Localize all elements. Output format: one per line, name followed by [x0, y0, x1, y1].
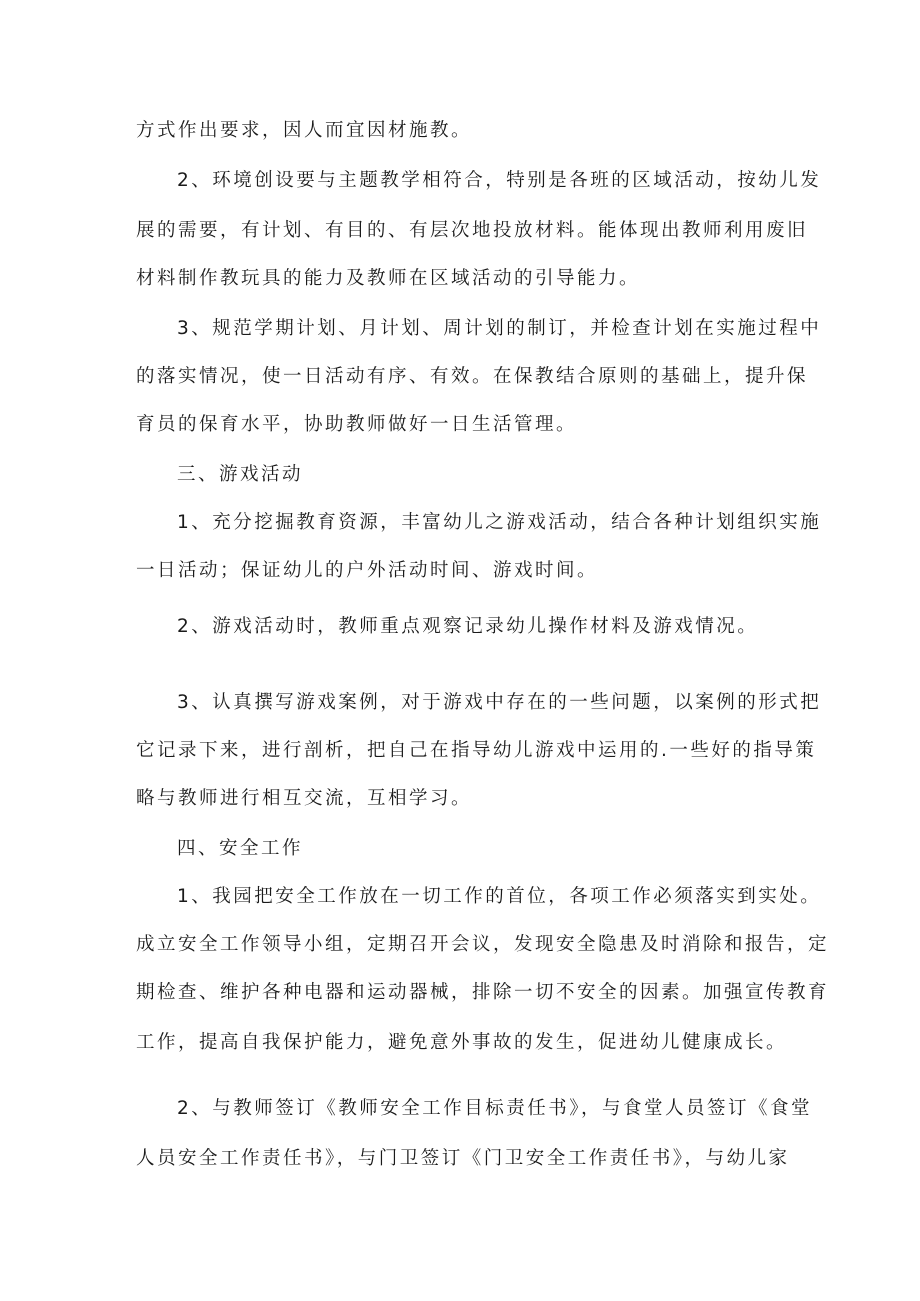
text-line: 工作，提高自我保护能力，避免意外事故的发生，促进幼儿健康成长。 — [136, 1032, 788, 1053]
text-line: 人员安全工作责任书》，与门卫签订《门卫安全工作责任书》，与幼儿家 — [136, 1148, 790, 1169]
text-line: 育员的保育水平，协助教师做好一日生活管理。 — [136, 414, 578, 435]
text-line: 1、我园把安全工作放在一切工作的首位，各项工作必须落实到实处。 — [177, 886, 822, 907]
text-line: 方式作出要求，因人而宜因材施教。 — [136, 120, 473, 141]
text-line: 它记录下来，进行剖析，把自己在指导幼儿游戏中运用的.一些好的指导策 — [136, 740, 817, 761]
section-heading: 四、安全工作 — [177, 838, 304, 859]
text-line: 略与教师进行相互交流，互相学习。 — [136, 788, 473, 809]
text-line: 成立安全工作领导小组，定期召开会议，发现安全隐患及时消除和报告，定 — [136, 934, 830, 955]
section-heading: 三、游戏活动 — [177, 464, 304, 485]
text-line: 3、规范学期计划、月计划、周计划的制订，并检查计划在实施过程中 — [177, 318, 822, 339]
text-line: 展的需要，有计划、有目的、有层次地投放材料。能体现出教师利用废旧 — [136, 220, 809, 241]
text-line: 2、与教师签订《教师安全工作目标责任书》，与食堂人员签订《食堂 — [177, 1098, 813, 1119]
text-line: 2、游戏活动时，教师重点观察记录幼儿操作材料及游戏情况。 — [177, 616, 759, 637]
text-line: 的落实情况，使一日活动有序、有效。在保教结合原则的基础上，提升保 — [136, 366, 809, 387]
text-line: 期检查、维护各种电器和运动器械，排除一切不安全的因素。加强宣传教育 — [136, 982, 830, 1003]
text-line: 材料制作教玩具的能力及教师在区域活动的引导能力。 — [136, 268, 641, 289]
text-line: 1、充分挖掘教育资源，丰富幼儿之游戏活动，结合各种计划组织实施 — [177, 512, 822, 533]
text-line: 2、环境创设要与主题教学相符合，特别是各班的区域活动，按幼儿发 — [177, 170, 822, 191]
text-line: 一日活动；保证幼儿的户外活动时间、游戏时间。 — [136, 560, 599, 581]
text-line: 3、认真撰写游戏案例，对于游戏中存在的一些问题，以案例的形式把 — [177, 692, 822, 713]
